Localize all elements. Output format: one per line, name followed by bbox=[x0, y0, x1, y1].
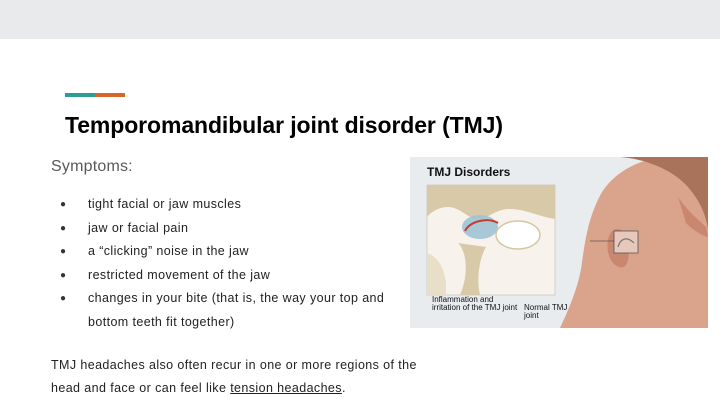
closing-paragraph bbox=[51, 354, 421, 400]
label-inflamed-joint: Inflammation and irritation of the TMJ joint bbox=[432, 295, 518, 312]
bullet-icon: ● bbox=[60, 246, 67, 257]
figure-title: TMJ Disorders bbox=[427, 165, 511, 179]
closing-period: . bbox=[341, 381, 346, 395]
symptom-text: restricted movement of the jaw bbox=[88, 267, 271, 282]
label-normal-joint: Normal TMJ joint bbox=[524, 303, 568, 320]
bullet-icon: ● bbox=[60, 293, 67, 304]
list-item bbox=[51, 193, 411, 217]
bullet-icon: ● bbox=[60, 199, 67, 210]
closing-text: TMJ headaches also often recur in one or more regions of the head and face or can feel like bbox=[51, 358, 417, 395]
accent-bar-teal bbox=[65, 93, 95, 97]
top-bar bbox=[0, 0, 720, 39]
list-item bbox=[51, 240, 411, 264]
bullet-icon: ● bbox=[60, 269, 67, 281]
bullet-icon: ● bbox=[60, 222, 67, 234]
symptoms-list bbox=[51, 193, 411, 334]
slide-title: Temporomandibular joint disorder (TMJ) bbox=[65, 112, 503, 138]
symptoms-heading: Symptoms: bbox=[51, 158, 133, 175]
list-item bbox=[51, 264, 411, 288]
list-item bbox=[51, 217, 411, 241]
symptom-text: changes in your bite (that is, the way your top and bottom teeth fit together) bbox=[88, 291, 385, 329]
accent-bar-orange bbox=[95, 93, 125, 97]
tmj-illustration bbox=[410, 157, 708, 328]
tension-headaches-link[interactable]: tension headaches bbox=[230, 381, 342, 395]
symptom-text: tight facial or jaw muscles bbox=[88, 197, 242, 211]
symptom-text: a “clicking” noise in the jaw bbox=[88, 244, 249, 258]
list-item bbox=[51, 287, 411, 334]
symptom-text: jaw or facial pain bbox=[88, 220, 189, 235]
